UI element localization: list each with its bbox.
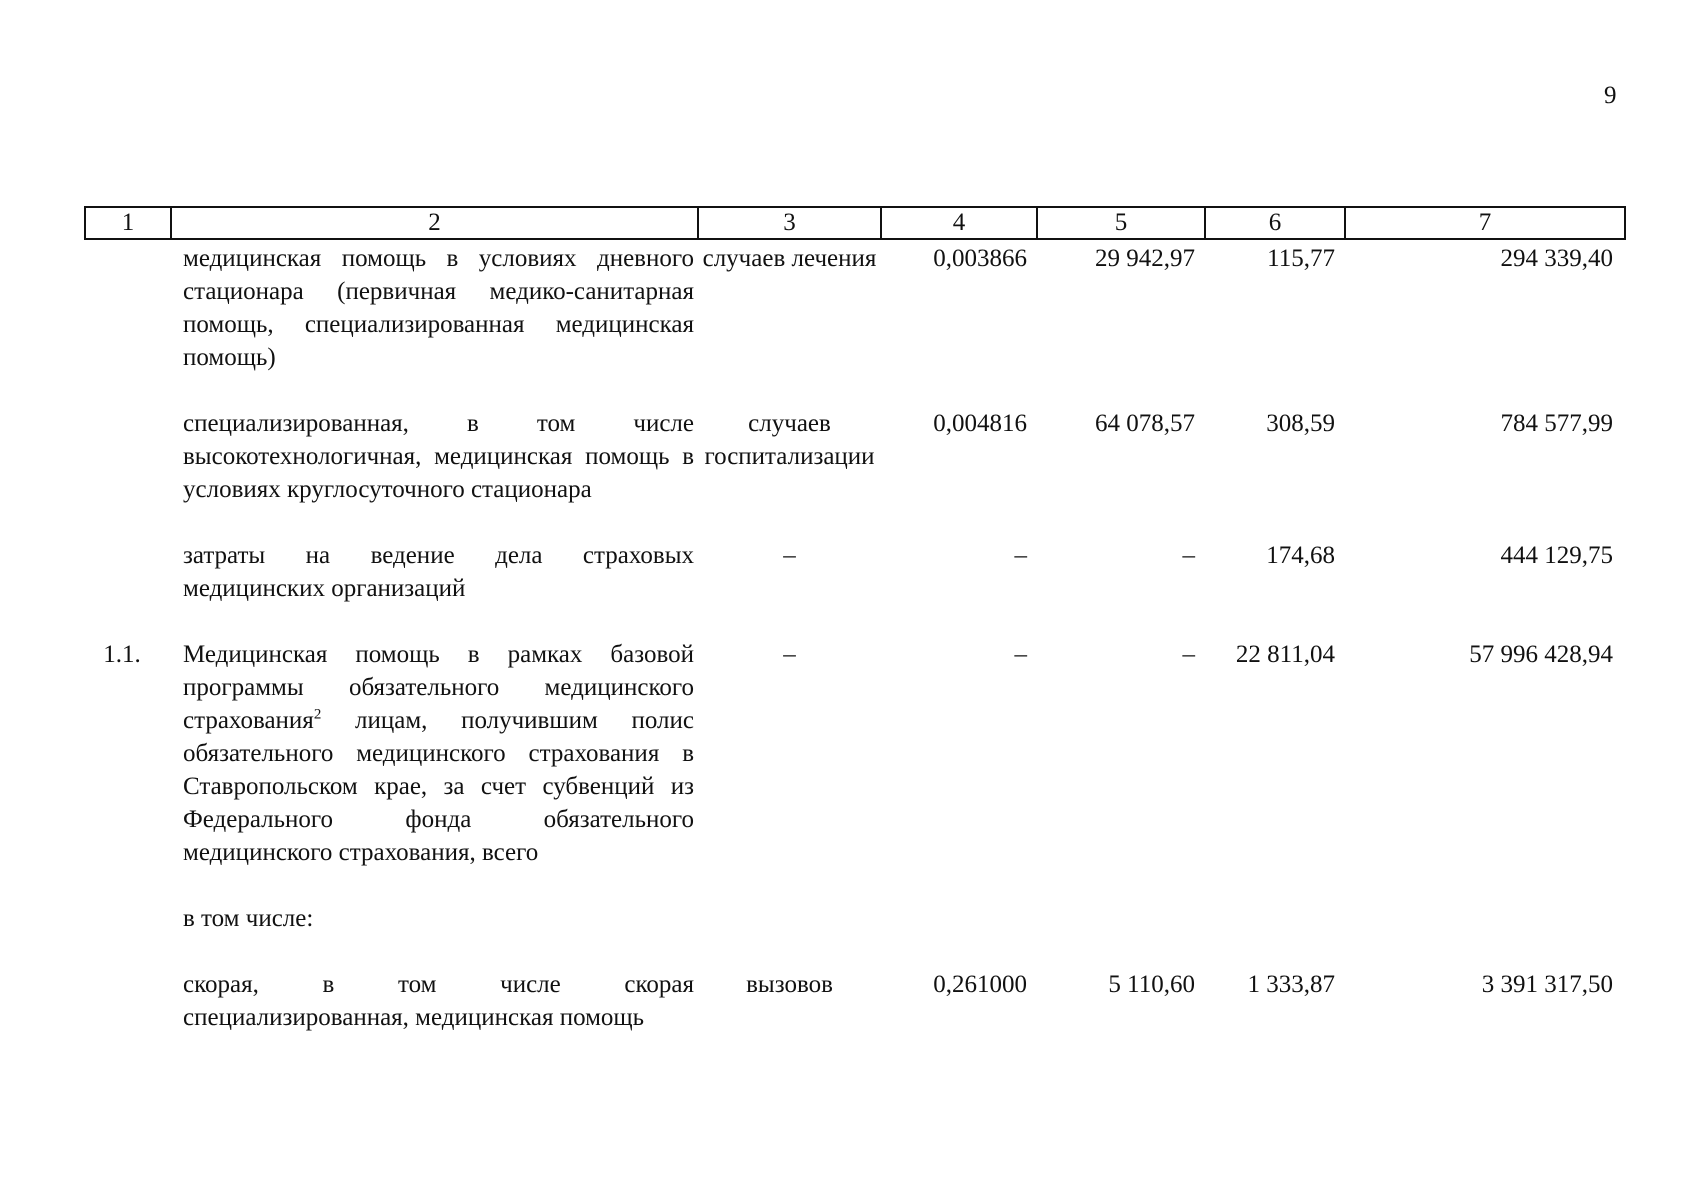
row-description: затраты на ведение дела страховых медицинских организаций (183, 542, 694, 602)
row-value-col5: 5 110,60 (1108, 971, 1195, 998)
row-value-col4 (881, 902, 1037, 968)
row-value-col6: 1 333,87 (1247, 971, 1335, 998)
header-cell-6: 6 (1205, 207, 1345, 239)
row-value-col4: 0,004816 (933, 410, 1027, 437)
row-number (85, 902, 171, 968)
table-header (85, 207, 1625, 239)
header-cell-2: 2 (171, 207, 698, 239)
row-description: специализированная, в том числе высокотехнологичная, медицинская помощь в условиях круглосуточного стационара (183, 410, 694, 503)
row-value-col6: 22 811,04 (1235, 641, 1335, 668)
table-row (85, 902, 1625, 968)
row-value-col5: 29 942,97 (1095, 245, 1195, 272)
header-row (85, 207, 1625, 239)
row-number (85, 407, 171, 539)
header-cell-7: 7 (1345, 207, 1625, 239)
footnote-marker: 2 (313, 706, 322, 723)
table-row (85, 239, 1625, 407)
row-description (171, 638, 698, 902)
row-number (85, 239, 171, 407)
row-value-col6: 308,59 (1266, 410, 1335, 437)
row-unit: вызовов (746, 971, 833, 998)
row-description: скорая, в том числе скорая специализированная, медицинская помощь (183, 971, 694, 1031)
header-cell-1: 1 (85, 207, 171, 239)
row-unit: случаев госпитализации (704, 410, 875, 470)
row-value-col6 (1205, 902, 1345, 968)
row-value-col6: 115,77 (1267, 245, 1335, 272)
row-unit: случаев лечения (702, 245, 877, 272)
row-description-rest: лицам, получившим полис обязательного медицинского страхования в Ставропольском крае, за счет субвенций из Федерального фонда обязательного медицинского страхования, всего (183, 707, 694, 866)
row-value-col7 (1345, 902, 1625, 968)
row-unit (698, 902, 881, 968)
table-row (85, 407, 1625, 539)
row-value-col4: – (1014, 542, 1027, 569)
row-value-col7: 57 996 428,94 (1469, 641, 1613, 668)
row-unit: – (783, 542, 796, 569)
row-value-col4: 0,003866 (933, 245, 1027, 272)
table-body (85, 239, 1625, 1067)
row-number (85, 539, 171, 638)
row-description-main: Медицинская помощь в рамках базовой программы обязательного медицинского страхования (183, 641, 694, 734)
row-unit: – (783, 641, 796, 668)
row-value-col5 (1037, 902, 1205, 968)
row-value-col5: – (1182, 641, 1195, 668)
table-row (85, 968, 1625, 1067)
expenses-table (84, 206, 1626, 1067)
header-cell-4: 4 (881, 207, 1037, 239)
row-number: 1.1. (103, 641, 141, 668)
header-cell-3: 3 (698, 207, 881, 239)
row-value-col5: 64 078,57 (1095, 410, 1195, 437)
page-number: 9 (1604, 82, 1617, 109)
row-number (85, 968, 171, 1067)
row-description: медицинская помощь в условиях дневного стационара (первичная медико-санитарная помощь, специализированная медицинская помощь) (183, 245, 694, 371)
row-value-col4: 0,261000 (933, 971, 1027, 998)
row-value-col7: 3 391 317,50 (1481, 971, 1613, 998)
table-row (85, 638, 1625, 902)
row-value-col7: 784 577,99 (1500, 410, 1613, 437)
row-value-col4: – (1014, 641, 1027, 668)
table-row (85, 539, 1625, 638)
header-cell-5: 5 (1037, 207, 1205, 239)
row-description: в том числе: (183, 905, 314, 932)
row-value-col5: – (1182, 542, 1195, 569)
row-value-col6: 174,68 (1266, 542, 1335, 569)
row-value-col7: 294 339,40 (1500, 245, 1613, 272)
row-value-col7: 444 129,75 (1500, 542, 1613, 569)
